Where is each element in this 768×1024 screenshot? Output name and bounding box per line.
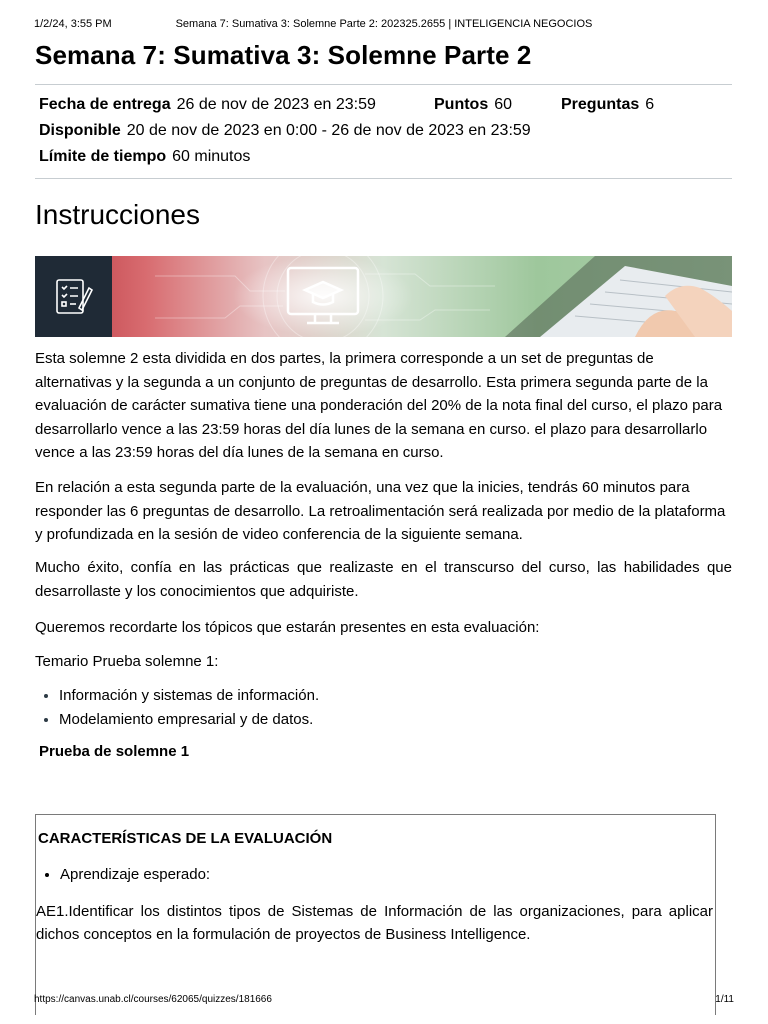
- time-limit-value: 60 minutos: [172, 148, 251, 165]
- page-url: https://canvas.unab.cl/courses/62065/quizzes/181666: [34, 994, 272, 1005]
- exam-subheading: Prueba de solemne 1: [39, 743, 190, 760]
- print-header: [34, 18, 734, 32]
- questions-label: Preguntas: [561, 96, 640, 113]
- print-datetime: 1/2/24, 3:55 PM: [34, 18, 112, 30]
- instructions-heading: Instrucciones: [35, 199, 200, 230]
- page-number: 1/11: [715, 994, 734, 1005]
- time-limit-label: Límite de tiempo: [39, 148, 167, 165]
- page-title: Semana 7: Sumativa 3: Solemne Parte 2: [35, 40, 532, 70]
- due-date-label: Fecha de entrega: [39, 96, 171, 113]
- list-item: • Información y sistemas de información.: [59, 684, 319, 708]
- instructions-banner: [35, 256, 732, 337]
- instructions-paragraph-1: Esta solemne 2 esta dividida en dos partes, la primera corresponde a un set de preguntas de alternativas y la segunda a un conjunto de preguntas de desarrollo. Esta primera segunda parte de la evaluación de carácter sumativa tiene una ponderación del 20% de la nota final del curso, el plazo para desarrollarlo vence a las 23:59 horas del día lunes de la semana en curso. el plazo para desarrollarlo vence a las 23:59 horas del día lunes de la semana en curso.: [35, 350, 723, 461]
- list-item: • Modelamiento empresarial y de datos.: [59, 708, 319, 732]
- instructions-paragraph-5: Temario Prueba solemne 1:: [35, 653, 219, 670]
- points-value: 60: [494, 96, 513, 113]
- questions-row: [561, 95, 654, 115]
- available-value: 20 de nov de 2023 en 0:00 - 26 de nov de 2023 en 23:59: [126, 122, 531, 139]
- due-date-row: [39, 95, 376, 115]
- topics-list: [35, 684, 319, 732]
- list-item: • Aprendizaje esperado:: [60, 864, 210, 886]
- evaluation-learning-outcome: AE1.Identificar los distintos tipos de Sistemas de Información de las organizaciones, para aplicar dichos conceptos en la formulación de proyectos de Business Intelligence.: [36, 903, 713, 943]
- evaluation-characteristics-box: [35, 814, 716, 1015]
- due-date-value: 26 de nov de 2023 en 23:59: [176, 96, 376, 113]
- time-limit-row: [39, 147, 250, 167]
- print-footer: [34, 994, 734, 1008]
- points-row: [434, 95, 512, 115]
- instructions-paragraph-2: En relación a esta segunda parte de la evaluación, una vez que la inicies, tendrás 60 minutos para responder las 6 preguntas de desarrollo. La retroalimentación será realizada por medio de la plataforma y profundizada en la sesión de video conferencia de la siguiente semana.: [35, 479, 726, 543]
- instructions-paragraph-3: Mucho éxito, confía en las prácticas que realizaste en el transcurso del curso, las habilidades que desarrollaste y los conocimientos que adquiriste.: [35, 559, 732, 600]
- divider-top: [35, 84, 732, 85]
- evaluation-title: CARACTERÍSTICAS DE LA EVALUACIÓN: [38, 830, 333, 847]
- available-row: [39, 121, 531, 141]
- print-page-title: Semana 7: Sumativa 3: Solemne Parte 2: 202325.2655 | INTELIGENCIA NEGOCIOS: [175, 18, 593, 30]
- instructions-paragraph-4: Queremos recordarte los tópicos que estarán presentes en esta evaluación:: [35, 619, 540, 636]
- available-label: Disponible: [39, 122, 121, 139]
- divider-meta: [35, 178, 732, 179]
- points-label: Puntos: [434, 96, 489, 113]
- questions-value: 6: [645, 96, 655, 113]
- evaluation-list: [38, 864, 210, 886]
